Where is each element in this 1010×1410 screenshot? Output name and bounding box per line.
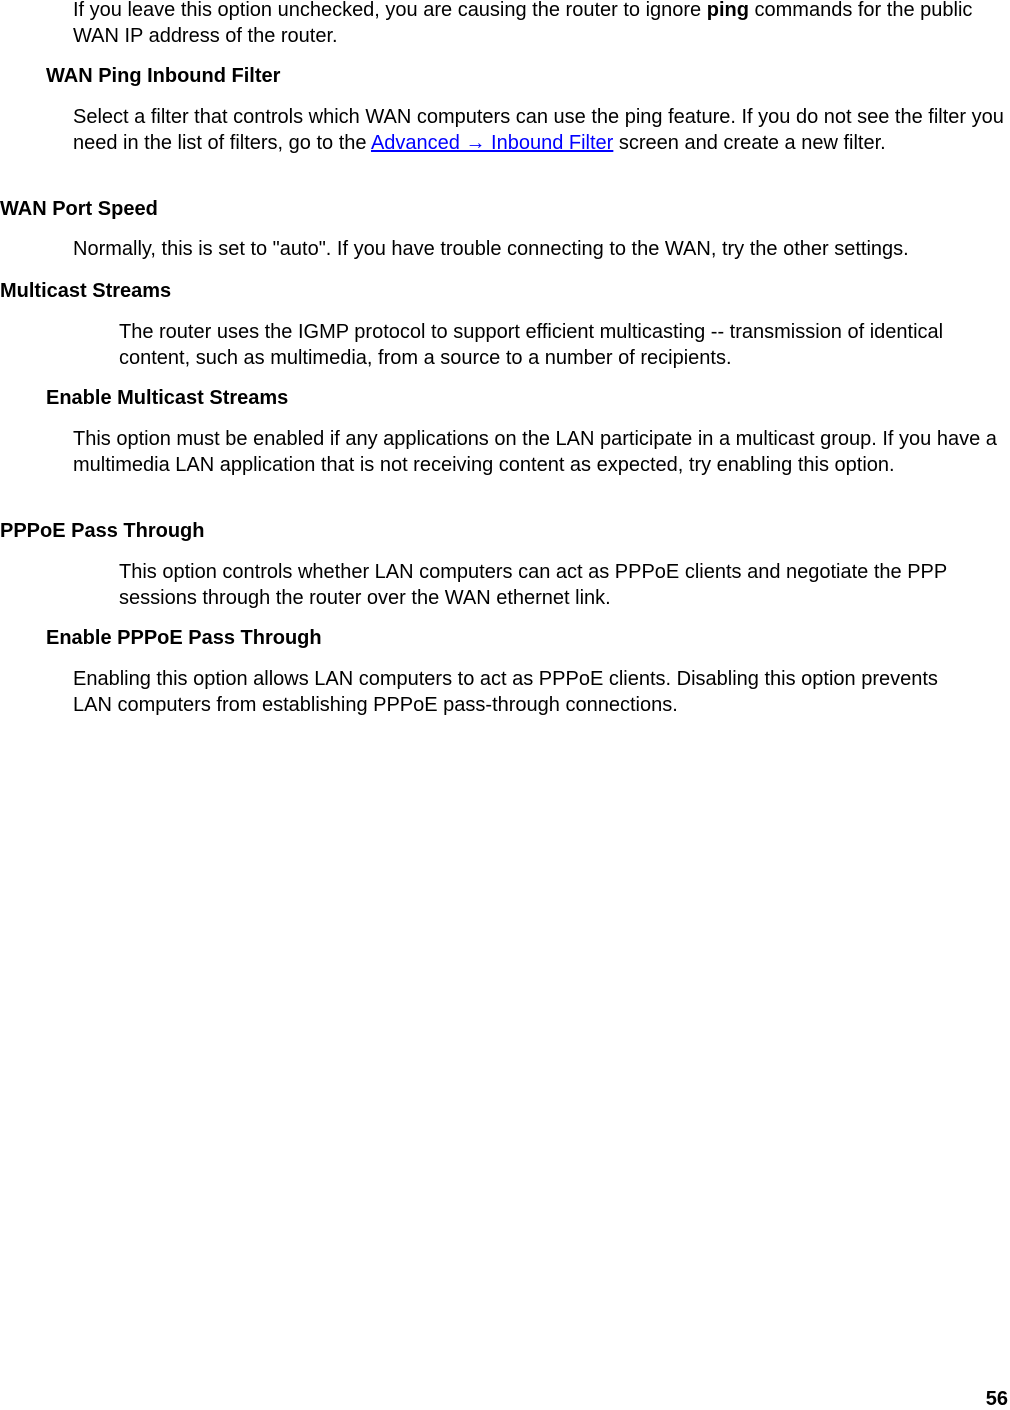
paragraph-multicast-streams: The router uses the IGMP protocol to support efficient multicasting -- transmission of identical content, such as multimedia, from a source to a number of recipients. <box>119 321 944 369</box>
heading-enable-pppoe-pass-through: Enable PPPoE Pass Through <box>46 627 322 649</box>
text-segment: screen and create a new filter. <box>613 132 886 154</box>
paragraph-enable-multicast-streams: This option must be enabled if any applications on the LAN participate in a multicast group. If you have a multimedia LAN application that is not receiving content as expected, try enabling this option. <box>73 428 997 476</box>
heading-wan-port-speed: WAN Port Speed <box>0 198 158 220</box>
paragraph-pppoe-pass-through: This option controls whether LAN computers can act as PPPoE clients and negotiate the PPP sessions through the router over the WAN ethernet link. <box>119 561 947 609</box>
bold-term-ping: ping <box>706 0 749 21</box>
heading-enable-multicast-streams: Enable Multicast Streams <box>46 387 289 409</box>
paragraph-ping-unchecked <box>73 0 983 49</box>
text-segment: commands for the public WAN IP address of the router. <box>73 0 973 47</box>
advanced-inbound-filter-link[interactable]: Advanced → Inbound Filter <box>370 132 614 154</box>
text-segment: Select a filter that controls which WAN computers can use the ping feature. If you do not see the filter you need in the list of filters, go to the <box>73 106 1004 154</box>
paragraph-wan-ping-filter <box>73 104 1010 156</box>
text-segment: If you leave this option unchecked, you are causing the router to ignore <box>73 0 707 21</box>
heading-pppoe-pass-through: PPPoE Pass Through <box>0 520 205 542</box>
page-number: 56 <box>985 1388 1008 1410</box>
heading-wan-ping-inbound-filter: WAN Ping Inbound Filter <box>46 65 281 87</box>
paragraph-wan-port-speed: Normally, this is set to "auto". If you have trouble connecting to the WAN, try the other settings. <box>73 238 909 260</box>
heading-multicast-streams: Multicast Streams <box>0 280 172 302</box>
paragraph-enable-pppoe-pass-through: Enabling this option allows LAN computers to act as PPPoE clients. Disabling this option prevents LAN computers from establishing PPPoE pass-through connections. <box>73 668 938 716</box>
